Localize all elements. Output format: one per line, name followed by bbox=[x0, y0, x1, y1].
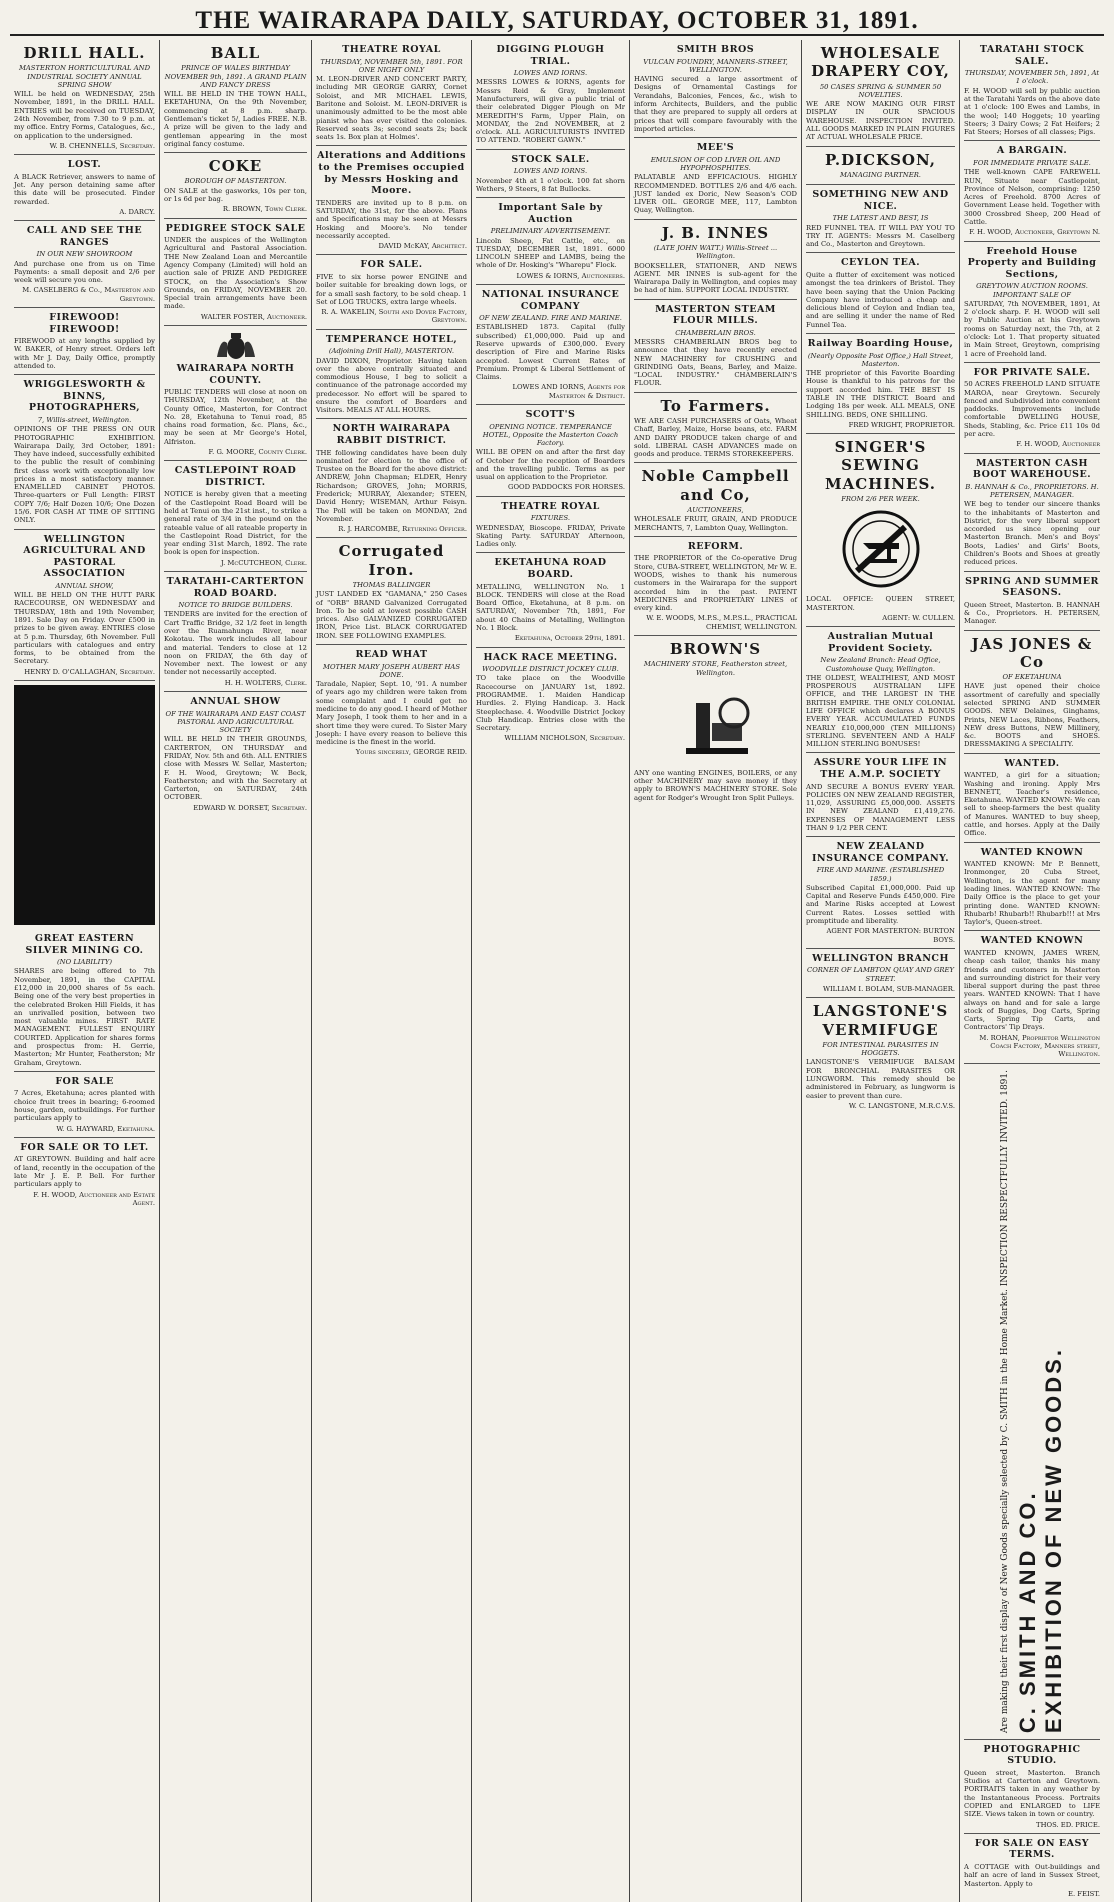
ad-signature: F. G. MOORE, County Clerk. bbox=[208, 448, 307, 457]
advertisement bbox=[164, 40, 307, 153]
advertisement bbox=[806, 253, 955, 334]
ad-signature: F. H. WOOD, Auctioneer bbox=[1016, 440, 1100, 449]
ad-subheading: PRELIMINARY ADVERTISEMENT. bbox=[490, 227, 611, 236]
ad-heading: PEDIGREE STOCK SALE bbox=[165, 222, 306, 234]
ad-heading: Australian Mutual Provident Society. bbox=[827, 631, 934, 654]
ad-signature: W. E. WOODS, M.P.S., M.P.S.L., PRACTICAL CHEMIST, WELLINGTON. bbox=[646, 614, 797, 631]
ad-body-text: Queen street, Masterton. Branch Studios at Carterton and Greytown. PORTRAITS taken in any weather by the Instantaneous Process. Portraits COPIED and ENLARGED to LIFE SIZE. Views taken in town or country. bbox=[964, 1768, 1100, 1819]
ad-body-text: WEDNESDAY, Bioscope. FRIDAY, Private Skating Party. SATURDAY Afternoon, Ladies only. bbox=[476, 523, 625, 549]
advertisement bbox=[316, 538, 467, 645]
ad-body-text: BOOKSELLER, STATIONER, AND NEWS AGENT. MR INNES is sub-agent for the Wairarapa Daily in Wellington, and copies may be had of him. SUPPORT LOCAL INDUSTRY. bbox=[634, 261, 797, 295]
ad-signature: F. H. WOOD, Auctioneer and Estate Agent. bbox=[33, 1190, 155, 1207]
ad-body-text: TENDERS are invited for the erection of Cart Traffic Bridge, 32 1/2 feet in length over the Ruamahunga River, near Kokotau. The work includes all labour and material. Tenders to close at 12 noon on FRIDAY, the 6th day of November next. The lowest or any tender not necessarily accepted. bbox=[164, 610, 307, 677]
advertisement bbox=[806, 185, 955, 253]
advertisement bbox=[316, 330, 467, 420]
advertisement bbox=[14, 1138, 155, 1211]
ad-heading: DRILL HALL. bbox=[23, 44, 146, 62]
ad-heading: CASTLEPOINT ROAD DISTRICT. bbox=[174, 465, 297, 488]
ad-signature: M. ROHAN, Proprietor Wellington Coach Factory, Manners street, Wellington. bbox=[979, 1033, 1100, 1059]
ad-body-text: WE beg to tender our sincere thanks to the inhabitants of Masterton and District, for the very liberal support accorded us since opening our Masterton Branch. Men's and Boys' Boots, Ladies' and Girls' Boots, Children's Boots and Shoes at greatly reduced prices. bbox=[964, 500, 1100, 567]
ad-body-text: WE ARE CASH PURCHASERS of Oats, Wheat Chaff, Barley, Maize, Horse beans, etc. FARM AND DAIRY PRODUCE taken charge of and sold. LIBERAL CASH ADVANCES made on goods and produce. TERMS STOREKEEPERS. bbox=[634, 417, 797, 459]
ad-heading: FOR SALE ON EASY TERMS. bbox=[974, 1837, 1090, 1861]
ad-signature: GOOD PADDOCKS FOR HORSES. bbox=[508, 483, 625, 492]
advertisement bbox=[164, 153, 307, 218]
ad-heading: STOCK SALE. bbox=[511, 153, 590, 165]
ad-signature: J. McCUTCHEON, Clerk. bbox=[220, 558, 307, 567]
redacted-block bbox=[14, 685, 155, 925]
vertical-ad-subheading: C. SMITH AND CO. bbox=[1014, 1490, 1040, 1733]
ad-body-text: 50 ACRES FREEHOLD LAND SITUATE MAROA, near Greytown. Securely fenced and Subdivided into convenient paddocks. Improvements include comfortable DWELLING HOUSE, Sheds, Stabling, &c. Price £11 10s 0d per acre. bbox=[964, 380, 1100, 439]
ad-body-text: WANTED, a girl for a situation; Washing and ironing. Apply Mrs BENNETT, Teacher's residence, Eketahuna. WANTED KNOWN: We can sell to sheep-farmers the best quality of Manures. WANTED to buy sheep, cattle, and horses. Apply at the Daily Office. bbox=[964, 771, 1100, 838]
ad-heading: FIREWOOD! FIREWOOD! bbox=[49, 311, 120, 335]
column-3 bbox=[312, 40, 472, 1902]
ad-heading: SPRING AND SUMMER SEASONS. bbox=[965, 575, 1099, 599]
ad-body-text: HAVING secured a large assortment of Designs of Ornamental Castings for Verandahs, Balconies, Fences, &c., wish to inform Architects, Builders, and the public that they are prepared to supply all orders at prices that will compare favourably with the imported articles. bbox=[634, 75, 797, 133]
advertisement bbox=[634, 393, 797, 464]
ad-heading: SOMETHING NEW AND NICE. bbox=[812, 189, 949, 212]
ad-body-text: FIREWOOD at any lengths supplied by W. BAKER, of Henry street. Orders left with Mr J. Day, Daily Office, promptly attended to. bbox=[14, 337, 155, 370]
advertisement bbox=[316, 40, 467, 146]
ad-heading: NATIONAL INSURANCE COMPANY bbox=[481, 288, 620, 312]
ad-heading: To Farmers. bbox=[660, 396, 771, 415]
ad-subheading: FIRE AND MARINE. (ESTABLISHED 1859.) bbox=[816, 866, 945, 883]
column-6 bbox=[802, 40, 960, 1902]
advertisement bbox=[806, 627, 955, 753]
advertisement bbox=[964, 754, 1100, 843]
advertisement bbox=[164, 461, 307, 572]
advertisement bbox=[316, 255, 467, 329]
ad-body-text: 7 Acres, Eketahuna; acres planted with choice fruit trees in bearing; 6-roomed house, garden, outbuildings. For further particulars apply to bbox=[14, 1089, 155, 1123]
ad-subheading: AUCTIONEERS, bbox=[687, 506, 744, 515]
ad-body-text: PUBLIC TENDERS will close at noon on THURSDAY, 12th November, at the County Office, Masterton, for Contract No. 28, Eketahuna to Tenui road, 85 chains road formation, &c. Plans, &c., may be seen at Mr George's Hotel, Alfriston. bbox=[164, 388, 307, 446]
ad-heading: WAIRARAPA NORTH COUNTY. bbox=[176, 362, 295, 386]
ad-subheading: THE LATEST AND BEST, IS bbox=[832, 214, 929, 223]
advertisement bbox=[806, 40, 955, 147]
ad-body-text: TENDERS are invited up to 8 p.m. on SATURDAY, the 31st, for the above. Plans and Specifications may be seen at Messrs Hosking and Moore's. No tender necessarily accepted. bbox=[316, 198, 467, 240]
ad-heading: THEATRE ROYAL bbox=[342, 44, 441, 55]
advertisement bbox=[806, 753, 955, 837]
ad-heading: Railway Boarding House, bbox=[807, 337, 954, 349]
advertisement bbox=[14, 221, 155, 308]
ad-body-text: LANGSTONE'S VERMIFUGE BALSAM FOR BRONCHIAL PARASITES OR LUNGWORM. This remedy should be administered in February, as lungworm is easier to prevent than cure. bbox=[806, 1058, 955, 1100]
ad-signature: AGENT FOR MASTERTON: BURTON BOYS. bbox=[826, 927, 955, 944]
ad-subheading: BOROUGH OF MASTERTON. bbox=[184, 177, 287, 186]
ad-heading: J. B. INNES bbox=[661, 223, 770, 242]
ad-body-text: METALLING, WELLINGTON No. 1 BLOCK. TENDERS will close at the Road Board Office, Eketahuna, at 8 p.m. on SATURDAY, November 7th, 1891, For about 40 Chains of Metalling, Wellington No. 1 Block. bbox=[476, 582, 625, 633]
advertisement bbox=[964, 843, 1100, 932]
ad-heading: WHOLESALE DRAPERY COY, bbox=[811, 44, 950, 81]
ad-body-text: WILL BE HELD IN THEIR GROUNDS, CARTERTON, ON THURSDAY and FRIDAY, Nov. 5th and 6th. ALL ENTRIES close with Messrs W. Sellar, Masterton; F. H. Wood, Greytown; W. Beck, Featherston; and with the Secretary at Carterton, on SATURDAY, 24th OCTOBER. bbox=[164, 735, 307, 802]
ad-body-text: PALATABLE AND EFFICACIOUS. HIGHLY RECOMMENDED. BOTTLES 2/6 and 4/6 each. JUST landed ex Doric, New Season's COD LIVER OIL. GEORGE MEE, 117, Lambton Quay, Wellington. bbox=[634, 173, 797, 215]
vertical-ad-heading: EXHIBITION OF NEW GOODS. bbox=[1041, 1346, 1067, 1733]
ad-subheading: THOMAS BALLINGER bbox=[352, 581, 431, 590]
ad-body-text: M. LEON-DRIVER AND CONCERT PARTY, including MR GEORGE GARRY, Cornet Soloist, and MR MICHAEL LEWIS, Baritone and Soloist. M. LEON-DRIVER is unanimously admitted to be the most able pianist who has ever visited the colonies. Reserved seats 3s; second seats 2s; back seats 1s. Box plan at Holmes'. bbox=[316, 75, 467, 142]
advertisement bbox=[806, 147, 955, 186]
ad-signature: W. G. HAYWARD, Eketahuna. bbox=[56, 1124, 155, 1133]
advertisement bbox=[806, 949, 955, 998]
ad-body-text: WILL BE OPEN on and after the first day of October for the reception of Boarders and the travelling public. Terms as per usual on application to the Proprietor. bbox=[476, 448, 625, 482]
ad-body-text: ESTABLISHED 1873. Capital (fully subscribed) £1,000,000. Paid up and Reserve upwards of £300,000. Every description of Fire and Marine Risks accepted. Lowest Current Rates of Premium. Prompt & Liberal Settlement of Claims. bbox=[476, 323, 625, 382]
ad-heading: TARATAHI STOCK SALE. bbox=[979, 44, 1085, 67]
ad-heading: REFORM. bbox=[687, 540, 744, 552]
ad-heading: WRIGGLESWORTH & BINNS, PHOTOGRAPHERS, bbox=[23, 379, 146, 414]
masthead bbox=[10, 6, 1104, 36]
advertisement bbox=[14, 155, 155, 221]
ad-signature: R. BROWN, Town Clerk. bbox=[222, 205, 307, 214]
ad-body-text: November 4th at 1 o'clock. 100 fat shorn Wethers, 9 Steers, 8 fat Bullocks. bbox=[476, 176, 625, 193]
ad-heading: SINGER'S SEWING MACHINES. bbox=[824, 438, 937, 493]
ad-heading: ASSURE YOUR LIFE IN THE A.M.P. SOCIETY bbox=[813, 757, 948, 780]
ad-subheading: B. HANNAH & Co., PROPRIETORS. H. PETERSEN, MANAGER. bbox=[965, 482, 1099, 500]
advertisement bbox=[476, 553, 625, 647]
ad-signature: THOS. ED. PRICE. bbox=[1036, 1820, 1100, 1829]
advertisement bbox=[164, 326, 307, 461]
ad-heading: COKE bbox=[208, 157, 263, 176]
ad-subheading: MASTERTON HORTICULTURAL AND INDUSTRIAL SOCIETY ANNUAL SPRING SHOW bbox=[18, 64, 151, 89]
ad-body-text: A BLACK Retriever, answers to name of Jet. Any person detaining same after this date will be prosecuted. Finder rewarded. bbox=[14, 172, 155, 206]
advertisement bbox=[164, 572, 307, 692]
ad-heading: WELLINGTON AGRICULTURAL AND PASTORAL ASSOCIATION bbox=[23, 533, 146, 580]
ad-subheading: OF THE WAIRARAPA AND EAST COAST PASTORAL AND AGRICULTURAL SOCIETY bbox=[165, 709, 306, 735]
ad-body-text: WHOLESALE FRUIT, GRAIN, AND PRODUCE MERCHANTS, 7, Lambton Quay, Wellington. bbox=[634, 515, 797, 532]
ad-signature: E. FEIST. bbox=[1068, 1889, 1100, 1898]
advertisement bbox=[316, 645, 467, 761]
ad-body-text: WILL BE HELD IN THE TOWN HALL, EKETAHUNA, On the 9th November, commencing at 8 p.m. sharp. Gentleman's ticket 5/, Ladies FREE. N.B. A prize will be given to the lady and gentleman appearing in the most original fancy costume. bbox=[164, 90, 307, 148]
column-4 bbox=[472, 40, 630, 1902]
ad-body-text: THE PROPRIETOR of the Co-operative Drug Store, CUBA-STREET, WELLINGTON, Mr W. E. WOODS, wishes to thank his numerous customers in the Wairarapa for the support accorded him in the past. PATENT MEDICINES and PROPRIETARY LINES of every kind. bbox=[634, 554, 797, 613]
ad-subheading: OPENING NOTICE. TEMPERANCE HOTEL, Opposite the Masterton Coach Factory. bbox=[482, 422, 619, 448]
advertisement bbox=[964, 1740, 1100, 1834]
advertisement bbox=[806, 837, 955, 949]
advertisement bbox=[634, 220, 797, 300]
ad-heading: Freehold House Property and Building Sections, bbox=[967, 245, 1097, 280]
advertisement bbox=[806, 998, 955, 1114]
ad-heading: ANNUAL SHOW bbox=[190, 695, 281, 707]
ad-heading: WANTED KNOWN bbox=[980, 846, 1084, 858]
ad-subheading: CORNER OF LAMBTON QUAY AND GREY STREET. bbox=[807, 966, 954, 983]
ad-body-text: SHARES are being offered to 7th November, 1891, in the CAPITAL £12,000 in 20,000 shares of 5s each. Being one of the very best properties in the celebrated Broken Hill Fields, it has an unrivalled position, between two most valuable mines. FIRST RATE MANAGEMENT. FULLEST ENQUIRY COURTED. Application for shares forms and prospectus from: H. Gerrie, Masterton; Mr Hunter, Featherston; Mr Graham, Greytown. bbox=[14, 967, 155, 1067]
ad-body-text: NOTICE is hereby given that a meeting of the Castlepoint Road Board will be held at Tenui on the 21st inst., to strike a general rate of 3/4 in the pound on the rateable value of all rateable property in the Castlepoint Road District, for the year ending 31st March, 1892. The rate book is open for inspection. bbox=[164, 490, 307, 557]
ad-heading: FOR PRIVATE SALE. bbox=[973, 366, 1091, 378]
ad-signature: EDWARD W. DORSET, Secretary. bbox=[193, 803, 307, 812]
ad-body-text: And purchase one from us on Time Payments: a small deposit and 2/6 per week will secure you one. bbox=[14, 259, 155, 285]
ad-body-text: Taradale, Napier, Sept. 10, '91. A number of years ago my children were taken from some complaint and I could get no medicine to do any good. I heard of Mother Mary Joseph, I took them to her and in a short time they were cured. To Sister Mary Joseph: I have every reason to believe this medicine is the finest in the world. bbox=[316, 680, 467, 747]
ad-heading: READ WHAT bbox=[355, 649, 428, 661]
ad-heading: MASTERTON CASH BOOT WAREHOUSE. bbox=[972, 457, 1092, 481]
ad-body-text: WILL be held on WEDNESDAY, 25th November, 1891, in the DRILL HALL. ENTRIES will be received on TUESDAY, 24th November, from 7.30 to 9 p.m. at my office. Entry Forms, Catalogues, &c., on application to the undersigned. bbox=[14, 90, 155, 140]
advertisement bbox=[964, 141, 1100, 241]
ad-heading: Noble Campbell and Co, bbox=[641, 467, 790, 504]
advertisement bbox=[164, 219, 307, 326]
ad-heading: FOR SALE bbox=[55, 1075, 114, 1087]
ad-signature: WALTER FOSTER, Auctioneer. bbox=[200, 312, 307, 321]
columns-grid bbox=[10, 40, 1104, 1898]
ad-body-text: WE ARE NOW MAKING OUR FIRST DISPLAY IN OUR SPACIOUS WAREHOUSE. INSPECTION INVITED. ALL GOODS MARKED IN PLAIN FIGURES AT ACTUAL WHOLESALE PRICE. bbox=[806, 100, 955, 142]
ad-heading: Alterations and Additions to the Premises occupied by Messrs Hosking and Moore. bbox=[317, 150, 466, 197]
ad-signature: H. H. WOLTERS, Clerk. bbox=[224, 678, 307, 687]
royal-crest-icon bbox=[213, 331, 259, 361]
ad-heading: MASTERTON STEAM FLOUR MILLS. bbox=[655, 303, 776, 327]
ad-signature: W. C. LANGSTONE, M.R.C.V.S. bbox=[848, 1101, 955, 1110]
ad-signature: Yours sincerely, GEORGE REID. bbox=[355, 748, 467, 757]
ad-heading: DIGGING PLOUGH TRIAL. bbox=[496, 44, 605, 67]
ad-subheading: (NO LIABILITY) bbox=[57, 958, 112, 967]
ad-body-text: HAVE just opened their choice assortment of carefully and specially selected SPRING AND SUMMER GOODS. NEW Delaines, Ginghams, Prints, NEW Laces, Ribbons, Feathers, NEW dress Buttons, NEW Millinery, &c. BOOTS and SHOES. DRESSMAKING A SPECIALITY. bbox=[964, 682, 1100, 749]
ad-subheading: (Nearly Opposite Post Office,) Hall Street, Masterton. bbox=[807, 351, 954, 368]
ad-body-text: WILL BE HELD ON THE HUTT PARK RACECOURSE, ON WEDNESDAY and THURSDAY, 18th and 19th November, 1891. Sale Day on Friday. Over £500 in prizes to be given away. ENTRIES close at 5 p.m. Thursday, 6th November. Full particulars with catalogues and entry forms, to be obtained from the Secretary. bbox=[14, 591, 155, 666]
ad-body-text: THE following candidates have been duly nominated for election to the office of Trustee on the Board for the above district: ANDREW, John Chapman; ELDER, Henry Richardson; GROVES, John; MORRIS, Frederick; MURRAY, Alexander; STEEN, David Henry; WISEMAN, Arthur Feisyn. The Poll will be taken on MONDAY, 2nd November. bbox=[316, 448, 467, 523]
advertisement bbox=[164, 692, 307, 816]
vertical-advertisement bbox=[964, 1064, 1100, 1740]
column-5 bbox=[630, 40, 802, 1902]
advertisement bbox=[634, 463, 797, 536]
ad-heading: WANTED KNOWN bbox=[980, 935, 1084, 947]
ad-subheading: New Zealand Branch: Head Office, Customhouse Quay, Wellington. bbox=[820, 656, 941, 673]
ad-subheading: THURSDAY, NOVEMBER 5th, 1891. FOR ONE NIGHT ONLY bbox=[320, 57, 463, 74]
ad-body-text: AT GREYTOWN. Building and half acre of land, recently in the occupation of the late Mr J. E. P. Bell. For further particulars apply to bbox=[14, 1155, 155, 1189]
ad-body-text: MESSRS LOWES & IORNS, agents for Messrs Reid & Gray, Implement Manufacturers, will give a public trial of their celebrated Digger Plough on Mr MEREDITH'S Farm, Upper Plain, on MONDAY, the 2nd NOVEMBER, at 2 o'clock. ALL AGRICULTURISTS INVITED TO ATTEND. "ROBERT GAWN." bbox=[476, 78, 625, 145]
ad-signature: R. J. HARCOMBE, Returning Officer. bbox=[338, 525, 467, 534]
advertisement bbox=[14, 308, 155, 375]
ad-heading: Important Sale by Auction bbox=[498, 202, 603, 225]
ad-body-text: SATURDAY, 7th NOVEMBER, 1891, At 2 o'clock sharp. F. H. WOOD will sell by Public Auction at his Greytown rooms on Saturday next, the 7th, at 2 o'clock: Lot 1. That property situated in Main Street, Greytown, comprising 1 acre of Freehold land. bbox=[964, 299, 1100, 358]
ad-subheading: ANNUAL SHOW, bbox=[55, 581, 114, 590]
advertisement bbox=[476, 40, 625, 150]
advertisement bbox=[476, 497, 625, 554]
ad-subheading: MOTHER MARY JOSEPH AUBERT HAS DONE. bbox=[322, 662, 460, 679]
ad-subheading: FIXTURES. bbox=[530, 514, 571, 523]
ad-subheading: WOODVILLE DISTRICT JOCKEY CLUB. bbox=[482, 665, 619, 674]
ad-body-text: WANTED KNOWN: Mr P. Bennett, Ironmonger, 20 Cuba Street, Wellington, is the agent for many leading lines. WANTED KNOWN: The Daily Office is the place to get your printing done. WANTED KNOWN: Rhubarb! Rhubarb!! Rhubarb!!! at Mrs Taylor's, Queen-street. bbox=[964, 860, 1100, 927]
advertisement bbox=[14, 40, 155, 155]
advertisement bbox=[14, 1072, 155, 1138]
ad-heading: PHOTOGRAPHIC STUDIO. bbox=[983, 1743, 1081, 1767]
ad-subheading: MACHINERY STORE, Featherston street, Wellington. bbox=[643, 660, 788, 677]
ad-signature: WILLIAM NICHOLSON, Secretary. bbox=[504, 734, 625, 743]
advertisement bbox=[316, 419, 467, 538]
ad-signature: M. CASELBERG & Co., Masterton and Greytown. bbox=[22, 286, 155, 303]
ad-body-text: THE OLDEST, WEALTHIEST, AND MOST PROSPEROUS AUSTRALIAN LIFE OFFICE, and THE LARGEST IN THE BRITISH EMPIRE. THE ONLY COLONIAL LIFE OFFICE which declares A BONUS EVERY YEAR. ACCUMULATED FUNDS NEARLY £10,000,000 (TEN MILLIONS) STERLING. SEVENTEEN AND A HALF MILLION STERLING BONUSES! bbox=[806, 673, 955, 749]
ad-subheading: FOR IMMEDIATE PRIVATE SALE. bbox=[973, 158, 1091, 167]
ad-subheading: 7, Willis-street, Wellington. bbox=[37, 415, 132, 424]
ad-heading: SMITH BROS bbox=[676, 44, 755, 55]
advertisement bbox=[964, 631, 1100, 754]
ad-subheading: NOTICE TO BRIDGE BUILDERS. bbox=[178, 601, 293, 610]
ad-subheading: THURSDAY, NOVEMBER 5th, 1891, At 1 o'clock. bbox=[964, 69, 1100, 86]
ad-signature: F. H. WOOD, Auctioneer, Greytown N. bbox=[969, 228, 1100, 237]
ad-body-text: Quite a flutter of excitement was noticed amongst the tea drinkers of Bristol. They have been saying that the Union Packing Company have introduced a cheap and delicious blend of Ceylon and Indian tea, and are selling it under the name of Red Funnel Tea. bbox=[806, 271, 955, 329]
advertisement bbox=[476, 405, 625, 497]
ad-heading: BROWN'S bbox=[669, 640, 762, 659]
ad-signature: W. B. CHENNELLS, Secretary. bbox=[49, 141, 155, 150]
ad-body-text: THE proprietor of this Favorite Boarding House is thankful to his patrons for the support accorded him. THE BEST IS TABLE IN THE DISTRICT. Board and Lodging 18s per week. ALL MEALS, ONE SHILLING. BEDS, ONE SHILLING. bbox=[806, 369, 955, 419]
ad-subheading: FROM 2/6 PER WEEK. bbox=[841, 494, 920, 503]
advertisement bbox=[634, 537, 797, 636]
ad-heading: HACK RACE MEETING. bbox=[483, 651, 618, 663]
ad-subheading: LOWES AND IORNS. bbox=[513, 69, 588, 78]
advertisement bbox=[14, 929, 155, 1072]
ad-heading: MEE'S bbox=[696, 142, 735, 154]
ad-body-text: RED FUNNEL TEA. IT WILL PAY YOU TO TRY IT. AGENTS: Messrs M. Caselberg and Co., Masterton and Greytown. bbox=[806, 223, 955, 249]
ad-heading: FOR SALE OR TO LET. bbox=[20, 1141, 149, 1153]
ad-signature: HENRY D. O'CALLAGHAN, Secretary. bbox=[24, 667, 155, 676]
singer-logo-icon bbox=[841, 509, 921, 589]
advertisement bbox=[964, 931, 1100, 1063]
advertisement bbox=[964, 454, 1100, 572]
ad-subheading: CHAMBERLAIN BROS. bbox=[675, 328, 756, 337]
ad-body-text: Subscribed Capital £1,000,000. Paid up Capital and Reserve Funds £450,000. Fire and Marine Risks accepted at Lowest Current Rates. Losses settled with promptitude and liberality. bbox=[806, 883, 955, 926]
advertisement bbox=[964, 572, 1100, 631]
advertisement bbox=[316, 146, 467, 255]
ad-signature: AGENT: W. CULLEN. bbox=[882, 613, 955, 622]
ad-signature: LOWES AND IORNS, Agents for Masterton & District. bbox=[512, 383, 625, 400]
ad-heading: NEW ZEALAND INSURANCE COMPANY. bbox=[811, 841, 950, 864]
advertisement bbox=[806, 434, 955, 627]
ad-body-text: ON SALE at the gasworks, 10s per ton, or 1s 6d per bag. bbox=[164, 186, 307, 203]
ad-body-text: DAVID DIXON, Proprietor. Having taken over the above centrally situated and commodious House, I beg to solicit a continuance of the patronage accorded my predecessor. No effort will be spared to ensure the comfort of Boarders and Visitors. MEALS AT ALL HOURS. bbox=[316, 356, 467, 415]
ad-subheading: (Adjoining Drill Hall), MASTERTON. bbox=[328, 347, 455, 356]
ad-heading: BALL bbox=[210, 44, 261, 62]
ad-heading: Corrugated Iron. bbox=[338, 542, 445, 579]
ad-body-text: LOCAL OFFICE: QUEEN STREET, MASTERTON. bbox=[806, 595, 955, 612]
ad-subheading: MANAGING PARTNER. bbox=[840, 170, 921, 179]
ad-heading: LANGSTONE'S VERMIFUGE bbox=[812, 1002, 949, 1039]
advertisement bbox=[964, 363, 1100, 454]
ad-body-text: Lincoln Sheep, Fat Cattle, etc., on TUESDAY, DECEMBER 1st, 1891. 6000 LINCOLN SHEEP and LAMBS, being the whole of Dr. Hosking's "Wharepu" Flock. bbox=[476, 236, 625, 270]
ad-signature: LOWES & IORNS, Auctioneers. bbox=[516, 271, 625, 280]
ad-subheading: VULCAN FOUNDRY, MANNERS-STREET, WELLINGTON. bbox=[643, 57, 788, 74]
advertisement bbox=[964, 242, 1100, 363]
advertisement bbox=[806, 334, 955, 434]
advertisement bbox=[476, 285, 625, 405]
steam-engine-icon bbox=[676, 683, 756, 763]
ad-body-text: UNDER the auspices of the Wellington Agricultural and Pastoral Association. THE New Zealand Loan and Mercantile Agency Company (Limited) will hold an auction sale of PRIZE AND PEDIGREE STOCK, on the Association's Show Grounds, on FRIDAY, NOVEMBER 20. Special train arrangements have been made. bbox=[164, 236, 307, 311]
ad-body-text: AND SECURE A BONUS EVERY YEAR. POLICIES ON NEW ZEALAND REGISTER, 11,029, ASSURING £5,000,000. ASSETS IN NEW ZEALAND £1,419,276. EXPENSES OF MANAGEMENT LESS THAN 9 1/2 PER CENT. bbox=[806, 782, 955, 832]
ad-body-text: A COTTAGE with Out-buildings and half an acre of land in Sussex Street, Masterton. Apply to bbox=[964, 1863, 1100, 1888]
ad-heading: JAS JONES & Co bbox=[971, 634, 1093, 671]
ad-body-text: Queen Street, Masterton. B. HANNAH & Co., Proprietors. H. PETERSEN, Manager. bbox=[964, 600, 1100, 626]
advertisement bbox=[14, 530, 155, 681]
ad-heading: NORTH WAIRARAPA RABBIT DISTRICT. bbox=[332, 423, 451, 447]
ad-body-text: OPINIONS OF THE PRESS ON OUR PHOTOGRAPHIC EXHIBITION. Wairarapa Daily, 3rd October, 1891: They have indeed, successfully exhibited to the public the result of combining first class work with exceptionally low prices in a most satisfactory manner. ENAMELLED CABINET PHOTOS. Three-quarters or Full Length: FIRST COPY 7/6; Half Dozen 10/6; One Dozen 15/6. FOR CASH AT TIME OF SITTING ONLY. bbox=[14, 425, 155, 525]
advertisement bbox=[634, 300, 797, 393]
ad-heading: WANTED. bbox=[1004, 757, 1060, 769]
ad-subheading: FOR INTESTINAL PARASITES IN HOGGETS. bbox=[822, 1040, 939, 1058]
ad-body-text: TO take place on the Woodville Racecourse on JANUARY 1st, 1892. PROGRAMME. 1. Maiden Handicap Hurdles. 2. Flying Handicap. 3. Hack Steeplechase. 4. Woodville District Jockey Club Handicap. Entries close with the Secretary. bbox=[476, 674, 625, 733]
ad-subheading: IN OUR NEW SHOWROOM bbox=[36, 250, 133, 259]
ad-subheading: OF NEW ZEALAND. FIRE AND MARINE. bbox=[479, 314, 622, 323]
ad-body-text: THE well-known CAPE FAREWELL RUN, Situate near Castlepoint, Province of Nelson, comprising: 1250 Acres of Freehold. 8700 Acres of Government Lease held. Together with 3000 Crossbred Sheep, 200 Head of Cattle. bbox=[964, 168, 1100, 226]
column-2 bbox=[160, 40, 312, 1902]
ad-body-text: WANTED KNOWN, JAMES WREN, cheap cash tailor, thanks his many friends and customers in Masterton and surrounding district for their very liberal support during the past three years. WANTED KNOWN: That I have always on hand and for sale a large stock of Buggies, Dog Carts, Spring Carts, Spring Tip Carts, and Contractors' Tip Drays. bbox=[964, 948, 1100, 1032]
ad-heading: TEMPERANCE HOTEL, bbox=[325, 333, 458, 345]
ad-signature: FRED WRIGHT, PROPRIETOR. bbox=[848, 420, 955, 429]
advertisement bbox=[476, 198, 625, 285]
ad-signature: A. DARCY. bbox=[119, 207, 155, 216]
ad-subheading: PRINCE OF WALES BIRTHDAY NOVEMBER 9th, 1891. A GRAND PLAIN AND FANCY DRESS bbox=[164, 64, 307, 89]
ad-body-text: MESSRS CHAMBERLAIN BROS beg to announce that they have recently erected NEW MACHINERY for CRUSHING and GRINDING Oats, Beans, Barley, and Maize. "LOCAL INDUSTRY." CHAMBERLAIN'S FLOUR. bbox=[634, 338, 797, 388]
ad-heading: WELLINGTON BRANCH bbox=[812, 952, 949, 964]
ad-heading: EKETAHUNA ROAD BOARD. bbox=[494, 557, 607, 581]
ad-signature: Eketahuna, October 29th, 1891. bbox=[514, 634, 625, 643]
ad-subheading: EMULSION OF COD LIVER OIL AND HYPOPHOSPHITES. bbox=[650, 155, 781, 172]
ad-body-text: JUST LANDED EX "GAMANA," 250 Cases of "ORB" BRAND Galvanized Corrugated Iron. To be sold at lowest possible CASH prices. Also GALVANIZED CORRUGATED IRON, Price List. BLACK CORRUGATED IRON. SEE FOLLOWING EXAMPLES. bbox=[316, 590, 467, 640]
advertisement bbox=[964, 40, 1100, 141]
ad-heading: LOST. bbox=[67, 159, 102, 171]
ad-heading: SCOTT'S bbox=[525, 408, 576, 420]
advertisement bbox=[634, 40, 797, 138]
ad-signature: WILLIAM I. BOLAM, SUB-MANAGER. bbox=[822, 985, 955, 994]
ad-heading: FOR SALE. bbox=[360, 259, 423, 271]
ad-body-text: FIVE to six horse power ENGINE and boiler suitable for breaking down logs, or for a small sash factory, to be sold cheap. 1 Set of LOG TRUCKS, extra large wheels. bbox=[316, 272, 467, 306]
ad-heading: A BARGAIN. bbox=[996, 145, 1068, 157]
advertisement bbox=[476, 648, 625, 747]
ad-subheading: GREYTOWN AUCTION ROOMS. IMPORTANT SALE OF bbox=[976, 282, 1088, 299]
ad-signature: R. A. WAKELIN, South and Dover Factory, Greytown. bbox=[321, 308, 467, 325]
ad-heading: P.DICKSON, bbox=[825, 150, 936, 169]
column-7 bbox=[960, 40, 1104, 1902]
ad-subheading: LOWES AND IORNS. bbox=[513, 167, 588, 176]
vertical-ad-body: Are making their first display of New Goods specially selected by C. SMITH in the Home Market. INSPECTION RESPECTFULLY INVITED. 1891. bbox=[999, 1069, 1010, 1733]
ad-body-text: F. H. WOOD will sell by public auction at the Taratahi Yards on the above date at 1 o'clock: 100 Ewes and Lambs, in the wool; 140 Hoggets; 10 yearling Steers; 3 Dairy Cows; 2 Fat Heifers; 2 Fat Steers; Horses of all classes; Pigs. bbox=[964, 86, 1100, 137]
advertisement bbox=[14, 375, 155, 529]
ad-heading: CEYLON TEA. bbox=[840, 257, 921, 269]
ad-heading: GREAT EASTERN SILVER MINING CO. bbox=[25, 933, 144, 956]
advertisement bbox=[634, 138, 797, 220]
advertisement bbox=[476, 150, 625, 198]
ad-signature: DAVID McKAY, Architect. bbox=[378, 242, 467, 251]
ad-body-text: ANY one wanting ENGINES, BOILERS, or any other MACHINERY may save money if they apply to BROWN'S MACHINERY STORE. Sole agent for Rodger's Wrought Iron Split Pulleys. bbox=[634, 768, 797, 802]
advertisement bbox=[964, 1834, 1100, 1902]
ad-subheading: 50 CASES SPRING & SUMMER 50 NOVELTIES. bbox=[819, 82, 942, 99]
ad-heading: CALL AND SEE THE RANGES bbox=[26, 225, 143, 248]
ad-heading: TARATAHI-CARTERTON ROAD BOARD. bbox=[166, 576, 305, 599]
newspaper-title: THE WAIRARAPA DAILY, SATURDAY, OCTOBER 31, 1891. bbox=[195, 7, 919, 34]
ad-subheading: (LATE JOHN WATT.) Willis-Street ... Wellington. bbox=[653, 243, 778, 261]
ad-heading: THEATRE ROYAL bbox=[501, 500, 600, 512]
column-1 bbox=[10, 40, 160, 1902]
ad-subheading: OF EKETAHUNA bbox=[1002, 673, 1062, 682]
advertisement bbox=[634, 636, 797, 806]
